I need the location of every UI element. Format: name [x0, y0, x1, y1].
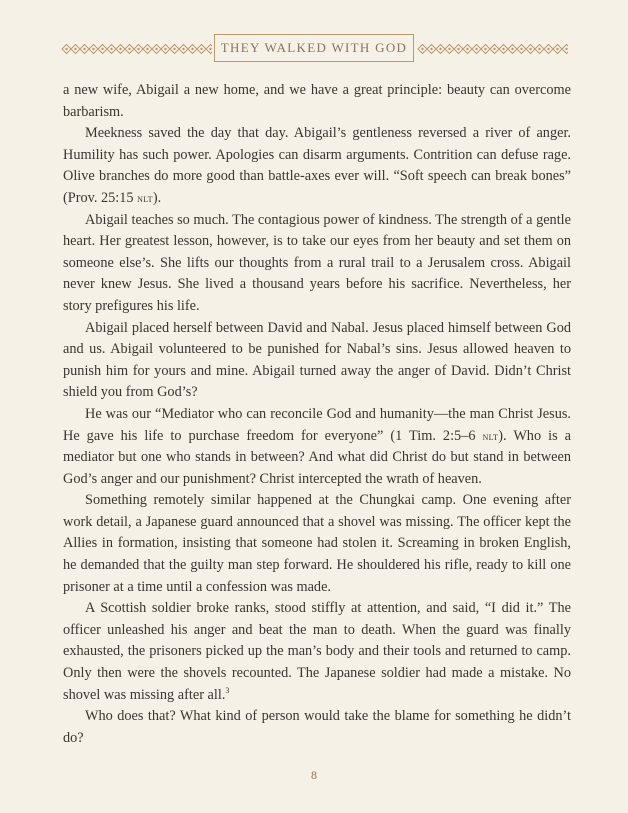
translation-abbrev: nlt — [482, 428, 499, 443]
running-title: THEY WALKED WITH GOD — [220, 40, 408, 55]
paragraph: a new wife, Abigail a new home, and we have a great principle: beauty can overcome barbarism. — [63, 82, 571, 120]
paragraph: He was our “Mediator who can reconcile God and humanity—the man Christ Jesus. He gave his life to purchase freedom for everyone” (1 Tim. 2:5–6 nlt). Who is a mediator but one who stands in between? And what did Christ do but stand in between God’s anger and our punishment? Christ intercepted the wrath of heaven. — [63, 405, 571, 487]
paragraph: Something remotely similar happened at the Chungkai camp. One evening after work detail, a Japanese guard announced that a shovel was missing. The officer kept the Allies in formation, insisting that someone had stolen it. Screaming in broken English, he demanded that the guilty man step forward. He shouldered his rifle, ready to kill one prisoner at a time until a confession was made. — [63, 492, 571, 595]
translation-abbrev: nlt — [137, 190, 153, 205]
footnote-marker: 3 — [225, 685, 230, 695]
page-number: 8 — [311, 768, 317, 782]
paragraph: Abigail teaches so much. The contagious power of kindness. The strength of a gentle heart. Her greatest lesson, however, is to take our eyes from her beauty and set them on someone else’s. She lifts our thoughts from a rural trail to a Jerusalem cross. Abigail never knew Jesus. She lived a thousand years before his sacrifice. Nevertheless, her story prefigures his life. — [63, 211, 571, 314]
paragraph: A Scottish soldier broke ranks, stood stiffly at attention, and said, “I did it.” The officer unleashed his anger and beat the man to death. When the guard was finally exhausted, the prisoners picked up the man’s body and their tools and returned to camp. Only then were the shovels recounted. The Japanese soldier had made a mistake. No shovel was missing after all.$^3$ — [63, 600, 571, 703]
running-header — [60, 34, 568, 64]
paragraph: Meekness saved the day that day. Abigail’s gentleness reversed a river of anger. Humility has such power. Apologies can disarm arguments. Contrition can defuse rage. Olive branches do more good than battle-axes ever will. “Soft speech can break bones” (Prov. 25:15 nlt). — [63, 125, 571, 206]
ornament-right-icon — [416, 43, 568, 55]
running-title-box — [214, 34, 414, 62]
paragraph: Abigail placed herself between David and Nabal. Jesus placed himself between God and us. Abigail volunteered to be punished for Nabal’s sins. Jesus allowed heaven to punish him for yours and mine. Abigail turned away the anger of David. Didn’t Christ shield you from God’s? — [63, 319, 571, 401]
ornament-left-icon — [60, 43, 212, 55]
paragraph: Who does that? What kind of person would take the blame for something he didn’t do? — [63, 708, 571, 746]
body-text — [63, 80, 571, 749]
